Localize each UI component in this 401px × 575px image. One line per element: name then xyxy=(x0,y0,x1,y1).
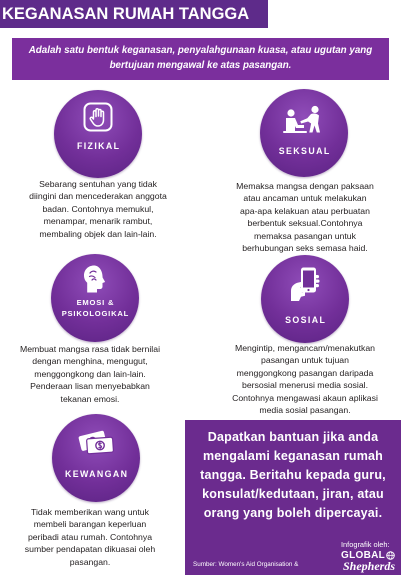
aggressor-head xyxy=(311,106,318,113)
finger xyxy=(314,275,319,278)
description-line: diingini dan mencederakan anggota xyxy=(29,191,167,202)
description-line: sumber pendapatan dikuasai oleh xyxy=(24,544,156,555)
victim-body xyxy=(286,118,304,132)
type-circle-fizikal xyxy=(54,90,142,178)
description-kewangan xyxy=(8,506,172,568)
brand-logo-script: Shepherds xyxy=(343,559,396,573)
type-label-line: SEKSUAL xyxy=(278,146,331,156)
phone-screen xyxy=(303,271,314,288)
type-circle-sosial xyxy=(261,255,349,343)
definition-line: bertujuan mengawal ke atas pasangan. xyxy=(109,60,292,71)
help-line: orang yang boleh dipercayai. xyxy=(203,506,383,520)
head-profile-icon xyxy=(81,264,109,294)
description-line: berhubungan seks semasa haid. xyxy=(242,243,368,254)
victim-head xyxy=(287,109,294,116)
type-circle-emosi xyxy=(51,254,139,342)
description-line: membeli barangan keperluan xyxy=(33,519,147,530)
description-line: Memaksa mangsa dengan paksaan xyxy=(236,181,374,191)
finger xyxy=(314,280,320,283)
description-line: pasangan. xyxy=(69,556,111,567)
type-label-line: KEWANGAN xyxy=(64,469,129,479)
description-line: bersosial menerusi media sosial. xyxy=(241,380,369,391)
description-line: peribadi atau rumah. Contohnya xyxy=(27,531,153,542)
definition-box xyxy=(12,38,389,80)
description-seksual xyxy=(223,180,387,254)
phone-button xyxy=(307,289,309,291)
description-line: tekanan emosi. xyxy=(60,393,120,404)
title-banner xyxy=(0,0,268,28)
description-line: Penderaan lisan menyebabkan xyxy=(30,381,150,392)
type-circle-seksual xyxy=(260,89,348,177)
bed-base xyxy=(283,131,307,133)
description-line: media sosial pasangan. xyxy=(259,405,351,416)
description-line: apa-apa kelakuan atau perbuatan xyxy=(240,205,370,216)
type-label xyxy=(52,469,140,480)
page-title: KEGANASAN RUMAH TANGGA xyxy=(2,5,250,23)
description-line: menggongkong dan lain-lain. xyxy=(34,368,146,379)
hand-shape xyxy=(90,109,103,126)
definition-line: Adalah satu bentuk keganasan, penyalahgunaan kuasa, atau ugutan yang xyxy=(28,45,373,56)
type-label xyxy=(54,141,142,152)
type-label xyxy=(260,146,348,157)
help-message xyxy=(185,428,401,523)
hand-phone-icon xyxy=(288,266,322,302)
help-line: mengalami keganasan rumah xyxy=(202,449,384,463)
finger xyxy=(314,284,319,287)
description-line: Sebarang sentuhan yang tidak xyxy=(39,179,157,189)
money-icon xyxy=(76,428,116,456)
description-emosi xyxy=(8,343,172,405)
assault-figures-icon xyxy=(282,104,326,134)
description-line: pasangan untuk tujuan xyxy=(261,355,349,366)
description-line: badan. Contohnya memukul, xyxy=(42,203,154,214)
description-line: Tidak memberikan wang untuk xyxy=(31,507,149,517)
description-line: Mengintip, mengancam/menakutkan xyxy=(234,343,376,353)
description-line: berbentuk seksual.Contohnya xyxy=(247,218,363,229)
type-label-line: SOSIAL xyxy=(285,315,327,325)
description-line: atau ancaman untuk melakukan xyxy=(243,193,367,204)
infographic-credit-label: Infografik oleh: xyxy=(341,540,390,549)
description-line: Contohnya mengawasi akaun aplikasi xyxy=(232,392,378,403)
hand-stop-icon xyxy=(83,102,113,132)
help-line: tangga. Beritahu kepada guru, xyxy=(200,468,386,482)
description-line: menampar, menarik rambut, xyxy=(43,216,153,227)
description-line: memaksa pasangan untuk xyxy=(254,230,356,241)
description-sosial xyxy=(223,342,387,416)
help-line: Dapatkan bantuan jika anda xyxy=(207,430,379,444)
description-line: membaling objek dan lain-lain. xyxy=(39,228,157,239)
type-label xyxy=(51,297,139,319)
source-credit: Sumber: Women's Aid Organisation & xyxy=(193,561,299,568)
front-banknote xyxy=(87,437,114,454)
type-label xyxy=(261,315,349,326)
type-label-line: PSIKOLOGIKAL xyxy=(61,309,130,318)
type-circle-kewangan xyxy=(52,414,140,502)
help-line: konsulat/kedutaan, jiran, atau xyxy=(202,487,384,501)
description-line: dengan menghina, mengugut, xyxy=(32,356,148,367)
description-fizikal xyxy=(16,178,180,240)
description-line: Membuat mangsa rasa tidak bernilai xyxy=(19,344,161,354)
hand-palm xyxy=(291,282,305,302)
help-callout-box xyxy=(185,420,401,575)
brand-logo-text: GLOBAL xyxy=(341,550,386,561)
aggressor-body xyxy=(300,114,320,133)
type-label-line: FIZIKAL xyxy=(76,141,121,151)
description-line: menggongkong pasangan daripada xyxy=(236,367,374,378)
type-label-line: EMOSI & xyxy=(76,298,115,307)
